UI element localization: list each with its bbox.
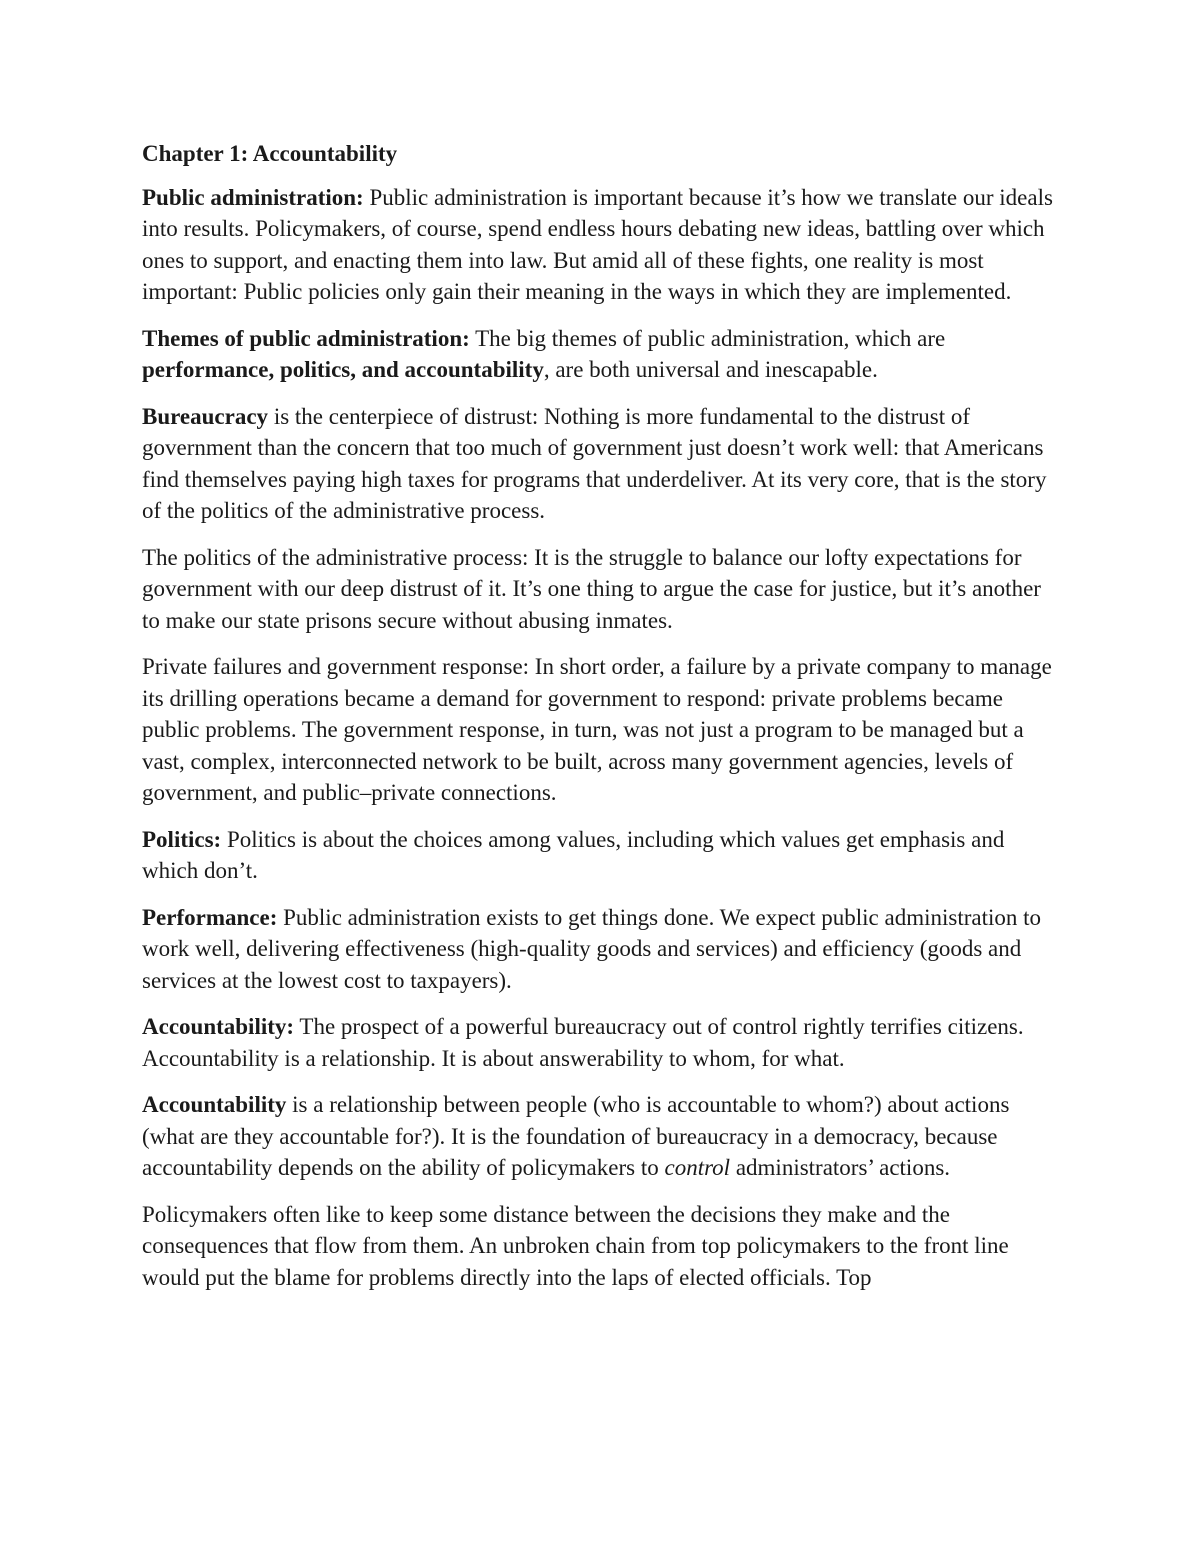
paragraph-text: The big themes of public administration, which are: [469, 325, 946, 351]
paragraph-text: Public administration is important because it’s how we translate our ideals into results. Policymakers, of course, spend endless hours debating new ideas, battling over which ones to support, and enacting them into law. But amid all of these fights, one reality is most important: Public policies only gain their meaning in the ways in which they are implemented.: [142, 184, 1053, 304]
paragraph-politics: [142, 824, 1064, 887]
paragraph-accountability-definition: [142, 1011, 1064, 1074]
paragraph-public-administration: [142, 182, 1064, 308]
term-accountability: Accountability:: [142, 1014, 295, 1039]
paragraph-themes: [142, 323, 1064, 386]
term-themes: Themes of public administration:: [142, 325, 470, 351]
term-politics: Politics:: [142, 826, 222, 852]
paragraph-text: is a relationship between people (who is accountable to whom?) about actions (what are they accountable for?). It is the foundation of bureaucracy in a democracy, because accountability depends on the ability of policymakers to: [142, 1092, 1010, 1180]
document-page: [142, 138, 1064, 1308]
paragraph-text: Public administration exists to get things done. We expect public administration to work well, delivering effectiveness (high-quality goods and services) and efficiency (goods and services at the lowest cost to taxpayers).: [142, 904, 1042, 993]
paragraph-performance: [142, 902, 1064, 997]
paragraph-private-failures: Private failures and government response: In short order, a failure by a private company to manage its drilling operations became a demand for government to respond: private problems became public problems. The government response, in turn, was not just a program to be managed but a vast, complex, interconnected network to be built, across many government agencies, levels of government, and public–private connections.: [142, 654, 1052, 805]
term-bureaucracy: Bureaucracy: [142, 403, 269, 429]
paragraph-bureaucracy: [142, 401, 1064, 527]
chapter-heading: Chapter 1: Accountability: [142, 141, 398, 166]
term-performance: Performance:: [142, 904, 278, 930]
paragraph-text: , are both universal and inescapable.: [543, 357, 878, 382]
paragraph-politics-process: The politics of the administrative process: It is the struggle to balance our lofty expectations for government with our deep distrust of it. It’s one thing to argue the case for justice, but it’s another to make our state prisons secure without abusing inmates.: [142, 544, 1041, 633]
paragraph-accountability-relationship: [142, 1089, 1064, 1184]
paragraph-text: Politics is about the choices among values, including which values get emphasis and which don’t.: [142, 826, 1005, 883]
emphasis-themes: performance, politics, and accountability: [142, 357, 544, 382]
term-accountability-relationship: Accountability: [142, 1092, 287, 1117]
paragraph-text: The prospect of a powerful bureaucracy out of control rightly terrifies citizens. Accountability is a relationship. It is about answerability to whom, for what.: [142, 1014, 1024, 1071]
term-public-administration: Public administration:: [142, 184, 364, 210]
paragraph-text: is the centerpiece of distrust: Nothing is more fundamental to the distrust of government than the concern that too much of government just doesn’t work well: that Americans find themselves paying high taxes for programs that underdeliver. At its very core, that is the story of the politics of the administrative process.: [142, 403, 1047, 523]
italic-control: control: [664, 1155, 731, 1180]
paragraph-policymakers-distance: Policymakers often like to keep some distance between the decisions they make and the consequences that flow from them. An unbroken chain from top policymakers to the front line would put the blame for problems directly into the laps of elected officials. Top: [142, 1201, 1009, 1290]
paragraph-text: administrators’ actions.: [730, 1155, 951, 1180]
